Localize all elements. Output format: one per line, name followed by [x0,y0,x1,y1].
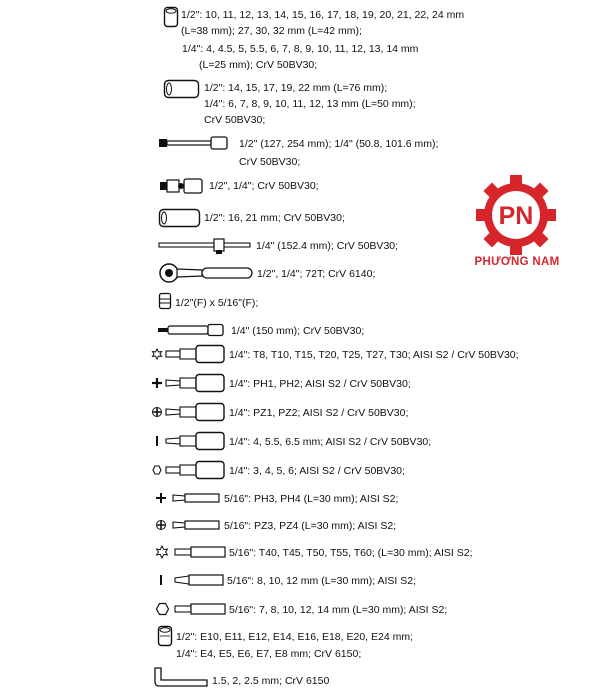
item-1-line-1: 1/2": 10, 11, 12, 13, 14, 15, 16, 17, 18, 19, 20, 21, 22, 24 mm [181,9,465,21]
pozidriv-bit-socket-icon [150,402,226,422]
hex-bit-icon [155,600,227,618]
slotted-bit-socket-icon [150,431,226,451]
deep-socket-icon [163,79,201,99]
brand-name: PHƯƠNG NAM [474,256,560,268]
ratchet-icon [157,262,255,284]
item-17-line-1: 5/16": T40, T45, T50, T55, T60; (L=30 mm); AISI S2; [229,547,473,559]
item-21-line-1: 1.5, 2, 2.5 mm; CrV 6150 [212,675,330,687]
item-18-line-1: 5/16": 8, 10, 12 mm (L=30 mm); AISI S2; [227,575,417,587]
adapter-icon [158,292,172,310]
spark-plug-socket-icon [158,208,202,228]
item-5-line-1: 1/2": 16, 21 mm; CrV 50BV30; [204,212,345,224]
item-6-line-1: 1/4" (152.4 mm); CrV 50BV30; [256,240,399,252]
item-1-line-4: (L=25 mm); CrV 50BV30; [199,59,318,71]
item-19-line-1: 5/16": 7, 8, 10, 12, 14 mm (L=30 mm); AISI S2; [229,604,448,616]
slotted-bit-icon [155,571,225,589]
item-9-line-1: 1/4" (150 mm); CrV 50BV30; [231,325,365,337]
t-bar-icon [158,236,254,254]
item-15-line-1: 5/16": PH3, PH4 (L=30 mm); AISI S2; [224,493,399,505]
item-13-line-1: 1/4": 4, 5.5, 6.5 mm; AISI S2 / CrV 50BV30; [229,436,432,448]
item-10-line-1: 1/4": T8, T10, T15, T20, T25, T27, T30; AISI S2 / CrV 50BV30; [229,349,519,361]
item-8-line-1: 1/2"(F) x 5/16"(F); [175,297,259,309]
item-2-line-1: 1/2": 14, 15, 17, 19, 22 mm (L=76 mm); [204,82,388,94]
universal-joint-icon [159,177,205,195]
item-16-line-1: 5/16": PZ3, PZ4 (L=30 mm); AISI S2; [224,520,397,532]
item-4-line-1: 1/2", 1/4"; CrV 50BV30; [209,180,319,192]
item-1-line-2: (L=38 mm); 27, 30, 32 mm (L=42 mm); [181,25,362,37]
e-torx-socket-icon [157,625,173,647]
hex-key-icon [153,666,209,688]
item-2-line-2: 1/4": 6, 7, 8, 9, 10, 11, 12, 13 mm (L=50 mm); [204,98,416,110]
bit-holder-icon [157,323,225,337]
hex-bit-socket-icon [150,460,226,480]
socket-icon [163,6,179,28]
item-1-line-3: 1/4": 4, 4.5, 5, 5.5, 6, 7, 8, 9, 10, 11, 12, 13, 14 mm [182,43,419,55]
item-2-line-3: CrV 50BV30; [204,114,266,126]
item-11-line-1: 1/4": PH1, PH2; AISI S2 / CrV 50BV30; [229,378,411,390]
item-7-line-1: 1/2", 1/4"; 72T; CrV 6140; [257,268,376,280]
item-14-line-1: 1/4": 3, 4, 5, 6; AISI S2 / CrV 50BV30; [229,465,405,477]
item-3-line-1: 1/2" (127, 254 mm); 1/4" (50.8, 101.6 mm); [239,138,439,150]
phillips-bit-icon [155,490,221,506]
phillips-bit-socket-icon [150,373,226,393]
item-3-line-2: CrV 50BV30; [239,156,301,168]
brand-monogram: PN [498,202,534,230]
pozidriv-bit-icon [155,517,221,533]
item-12-line-1: 1/4": PZ1, PZ2; AISI S2 / CrV 50BV30; [229,407,409,419]
extension-bar-icon [158,135,230,151]
torx-bit-icon [155,543,227,561]
item-20-line-2: 1/4": E4, E5, E6, E7, E8 mm; CrV 6150; [176,648,362,660]
torx-bit-socket-icon [150,344,226,364]
item-20-line-1: 1/2": E10, E11, E12, E14, E16, E18, E20, E24 mm; [176,631,414,643]
